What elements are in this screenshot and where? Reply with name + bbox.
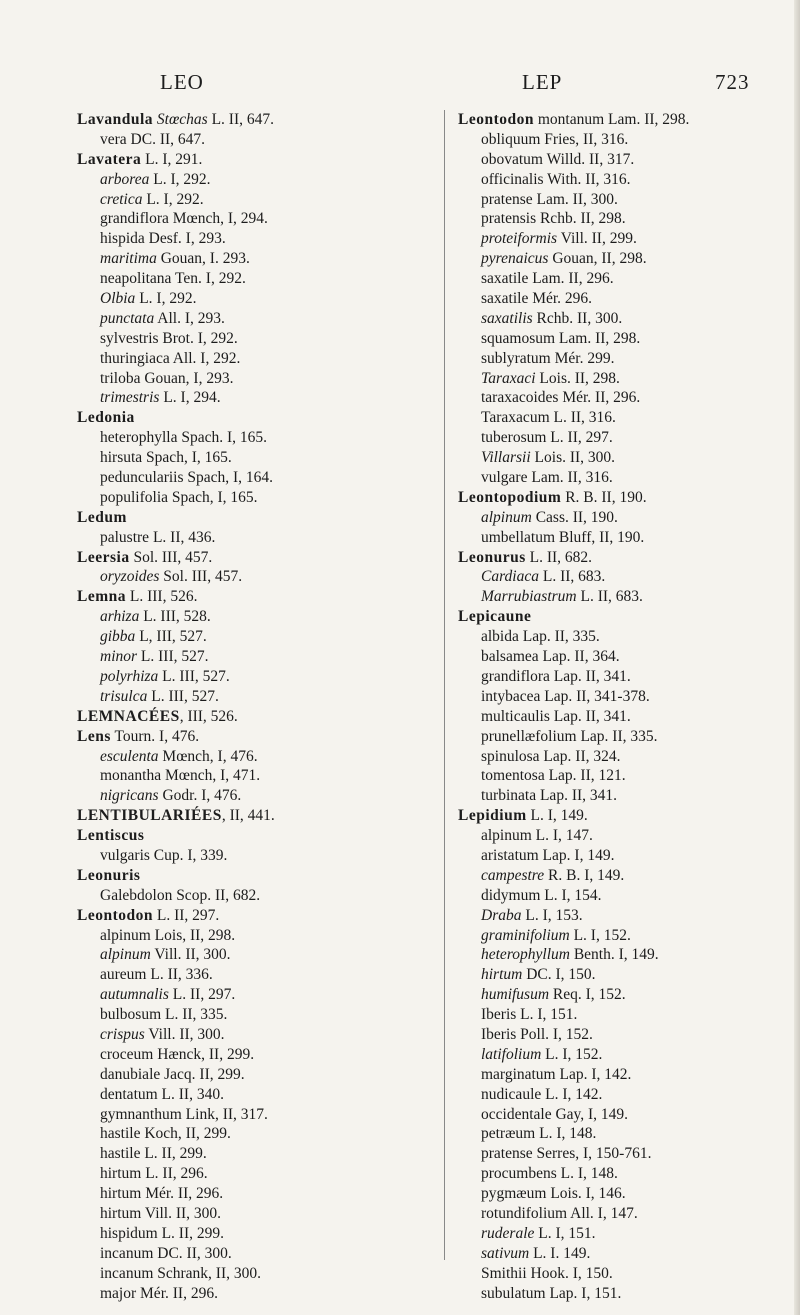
species-entry — [77, 747, 432, 767]
species-name: multicaulis Lap. II, 341. — [481, 707, 631, 725]
species-name: ruderale — [481, 1224, 535, 1242]
genus-entry — [77, 508, 432, 528]
species-entry — [77, 190, 432, 210]
genus-name: LEMNACÉES — [77, 707, 180, 725]
genus-entry — [77, 110, 432, 130]
species-name: gymnanthum Link, II, 317. — [100, 1105, 268, 1123]
species-name: balsamea Lap. II, 364. — [481, 648, 620, 666]
species-name: autumnalis — [100, 986, 169, 1004]
genus-name: Lavatera — [77, 150, 142, 168]
species-entry — [77, 1045, 432, 1065]
entry-reference: L. I, 151. — [538, 1224, 596, 1242]
page-edge-shadow — [794, 0, 800, 1315]
species-entry — [77, 945, 432, 965]
genus-name: Leontopodium — [458, 488, 562, 506]
species-name: palustre L. II, 436. — [100, 528, 216, 546]
species-entry — [458, 1164, 788, 1184]
species-entry — [458, 229, 788, 249]
species-entry — [77, 687, 432, 707]
species-entry — [458, 170, 788, 190]
species-name: dentatum L. II, 340. — [100, 1085, 224, 1103]
species-name: obovatum Willd. II, 317. — [481, 150, 635, 168]
species-entry — [458, 965, 788, 985]
species-entry — [458, 130, 788, 150]
entry-reference: L. II, 297. — [172, 986, 236, 1004]
index-column-left — [77, 110, 432, 1303]
species-name: vulgaris Cup. I, 339. — [100, 846, 228, 864]
species-entry — [458, 1124, 788, 1144]
entry-reference: L. I, 292. — [139, 290, 197, 308]
species-entry — [458, 408, 788, 428]
species-name: hirsuta Spach, I, 165. — [100, 449, 232, 467]
entry-reference: L. I. 149. — [533, 1244, 591, 1262]
entry-italic: Stœchas — [156, 111, 208, 128]
genus-name: Lepicaune — [458, 608, 532, 626]
species-entry — [458, 1105, 788, 1125]
entry-reference: L. III, 527. — [151, 687, 219, 705]
species-name: Villarsii — [481, 449, 531, 467]
genus-entry — [458, 488, 788, 508]
genus-entry — [458, 806, 788, 826]
species-name: monantha Mœnch, I, 471. — [100, 767, 261, 785]
entry-reference: Vill. II, 299. — [560, 230, 637, 248]
genus-name: Ledum — [77, 508, 127, 526]
species-entry — [458, 1284, 788, 1304]
genus-name: LENTIBULARIÉES — [77, 807, 222, 825]
species-entry — [458, 1204, 788, 1224]
species-entry — [458, 388, 788, 408]
species-name: proteiformis — [481, 230, 558, 248]
species-name: didymum L. I, 154. — [481, 886, 602, 904]
species-name: vera DC. II, 647. — [100, 130, 206, 148]
species-entry — [458, 985, 788, 1005]
species-entry — [458, 926, 788, 946]
species-name: hastile L. II, 299. — [100, 1145, 207, 1163]
entry-reference: L. I, 294. — [163, 389, 221, 407]
species-name: Iberis Poll. I, 152. — [481, 1025, 593, 1043]
species-name: humifusum — [481, 986, 550, 1004]
species-entry — [77, 1124, 432, 1144]
species-name: incanum Schrank, II, 300. — [100, 1264, 261, 1282]
species-entry — [458, 826, 788, 846]
genus-name: Leonuris — [77, 866, 141, 884]
species-name: sylvestris Brot. I, 292. — [100, 329, 238, 347]
species-name: oryzoides — [100, 568, 160, 586]
species-name: saxatile Mér. 296. — [481, 290, 593, 308]
genus-entry — [77, 826, 432, 846]
species-entry — [77, 468, 432, 488]
genus-entry — [77, 408, 432, 428]
entry-reference: , III, 526. — [179, 707, 238, 725]
species-name: tuberosum L. II, 297. — [481, 429, 613, 447]
species-name: obliquum Fries, II, 316. — [481, 130, 629, 148]
species-entry — [77, 1025, 432, 1045]
species-entry — [77, 667, 432, 687]
species-entry — [458, 1085, 788, 1105]
entry-reference: L. I, 152. — [573, 926, 631, 944]
species-name: Marrubiastrum — [481, 588, 577, 606]
header-right-guide-word: LEP — [522, 70, 563, 94]
species-name: vulgare Lam. II, 316. — [481, 469, 613, 487]
species-entry — [77, 1244, 432, 1264]
species-entry — [77, 567, 432, 587]
species-entry — [77, 448, 432, 468]
entry-reference: L. III, 528. — [143, 608, 211, 626]
species-entry — [458, 667, 788, 687]
species-entry — [77, 627, 432, 647]
species-entry — [77, 1184, 432, 1204]
species-name: latifolium — [481, 1045, 542, 1063]
species-entry — [77, 647, 432, 667]
header-left-guide-word: LEO — [160, 70, 204, 94]
genus-entry — [77, 866, 432, 886]
species-entry — [458, 687, 788, 707]
entry-reference: L. III, 527. — [162, 667, 230, 685]
genus-entry — [77, 806, 432, 826]
entry-reference: L. I, 149. — [530, 807, 588, 825]
species-entry — [77, 1264, 432, 1284]
species-name: Galebdolon Scop. II, 682. — [100, 886, 261, 904]
species-name: pratense Lam. II, 300. — [481, 190, 618, 208]
species-entry — [458, 349, 788, 369]
entry-reference: L. III, 527. — [140, 648, 209, 666]
entry-reference: L. II, 683. — [542, 568, 606, 586]
entry-reference: Cass. II, 190. — [535, 508, 618, 526]
species-name: sublyratum Mér. 299. — [481, 349, 615, 367]
entry-reference: R. B. I, 149. — [548, 866, 625, 884]
species-entry — [458, 269, 788, 289]
species-entry — [77, 1065, 432, 1085]
species-name: cretica — [100, 190, 143, 208]
species-entry — [77, 1284, 432, 1304]
entry-reference: Sol. III, 457. — [163, 568, 243, 586]
species-name: trimestris — [100, 389, 160, 407]
species-entry — [458, 289, 788, 309]
species-name: hirtum Mér. II, 296. — [100, 1185, 224, 1203]
species-entry — [77, 1085, 432, 1105]
species-name: Olbia — [100, 290, 136, 308]
genus-name: Ledonia — [77, 409, 135, 427]
species-entry — [77, 607, 432, 627]
genus-entry — [77, 150, 432, 170]
species-name: nudicaule L. I, 142. — [481, 1085, 603, 1103]
species-entry — [458, 846, 788, 866]
genus-name: Lentiscus — [77, 827, 145, 845]
entry-reference: Lois. II, 300. — [534, 449, 616, 467]
species-entry — [77, 1204, 432, 1224]
species-name: hispidum L. II, 299. — [100, 1224, 224, 1242]
species-name: taraxacoides Mér. II, 296. — [481, 389, 641, 407]
column-divider — [444, 110, 445, 1260]
entry-reference: , II, 441. — [221, 807, 275, 825]
species-name: arhiza — [100, 608, 140, 626]
species-entry — [77, 886, 432, 906]
entry-reference: Req. I, 152. — [552, 986, 626, 1004]
entry-reference: L, III, 527. — [139, 628, 207, 646]
entry-reference: L. I, 292. — [146, 190, 204, 208]
species-entry — [77, 1144, 432, 1164]
genus-name: Lavandula — [77, 111, 154, 128]
species-name: aureum L. II, 336. — [100, 966, 213, 984]
species-entry — [458, 1144, 788, 1164]
species-entry — [458, 567, 788, 587]
species-entry — [458, 309, 788, 329]
entry-reference: L. I, 291. — [145, 150, 203, 168]
species-name: graminifolium — [481, 926, 570, 944]
species-entry — [458, 786, 788, 806]
species-entry — [77, 528, 432, 548]
species-entry — [458, 428, 788, 448]
species-name: Draba — [481, 906, 522, 924]
species-name: Smithii Hook. I, 150. — [481, 1264, 613, 1282]
species-entry — [77, 369, 432, 389]
species-name: squamosum Lam. II, 298. — [481, 329, 641, 347]
species-name: Iberis L. I, 151. — [481, 1006, 578, 1024]
species-entry — [77, 1224, 432, 1244]
species-name: alpinum L. I, 147. — [481, 827, 593, 845]
species-entry — [458, 468, 788, 488]
entry-reference: Vill. II, 300. — [148, 1025, 225, 1043]
species-name: alpinum — [100, 946, 151, 964]
species-name: major Mér. II, 296. — [100, 1284, 218, 1302]
species-name: gibba — [100, 628, 136, 646]
species-name: saxatile Lam. II, 296. — [481, 270, 614, 288]
species-entry — [77, 329, 432, 349]
species-name: Taraxaci — [481, 369, 536, 387]
species-name: pygmæum Lois. I, 146. — [481, 1185, 626, 1203]
species-name: pratense Serres, I, 150-761. — [481, 1145, 652, 1163]
species-name: petræum L. I, 148. — [481, 1125, 597, 1143]
species-name: nigricans — [100, 787, 159, 805]
running-header — [0, 70, 800, 100]
genus-name: Lemna — [77, 588, 126, 606]
genus-entry — [458, 548, 788, 568]
genus-entry — [458, 110, 788, 130]
species-name: albida Lap. II, 335. — [481, 628, 600, 646]
species-name: umbellatum Bluff, II, 190. — [481, 528, 645, 546]
species-entry — [77, 786, 432, 806]
species-entry — [77, 269, 432, 289]
species-name: thuringiaca All. I, 292. — [100, 349, 241, 367]
species-name: hastile Koch, II, 299. — [100, 1125, 231, 1143]
entry-reference: Sol. III, 457. — [133, 548, 213, 566]
entry-reference: L. I, 292. — [153, 170, 211, 188]
species-entry — [458, 647, 788, 667]
species-entry — [77, 1005, 432, 1025]
species-name: procumbens L. I, 148. — [481, 1165, 618, 1183]
species-name: grandiflora Mœnch, I, 294. — [100, 210, 268, 228]
species-entry — [458, 190, 788, 210]
species-name: occidentale Gay, I, 149. — [481, 1105, 629, 1123]
species-name: bulbosum L. II, 335. — [100, 1006, 228, 1024]
species-entry — [458, 209, 788, 229]
species-name: trisulca — [100, 687, 148, 705]
species-name: danubiale Jacq. II, 299. — [100, 1065, 245, 1083]
entry-reference: L. II, 297. — [156, 906, 220, 924]
species-name: arborea — [100, 170, 150, 188]
species-name: campestre — [481, 866, 545, 884]
species-name: officinalis With. II, 316. — [481, 170, 631, 188]
species-entry — [458, 747, 788, 767]
species-entry — [458, 766, 788, 786]
species-name: maritima — [100, 250, 157, 268]
species-name: alpinum — [481, 508, 532, 526]
entry-reference: L. II, 683. — [580, 588, 643, 606]
species-entry — [77, 309, 432, 329]
genus-entry — [77, 906, 432, 926]
entry-reference: L. I, 153. — [525, 906, 583, 924]
species-entry — [77, 1164, 432, 1184]
genus-entry — [458, 607, 788, 627]
species-name: pratensis Rchb. II, 298. — [481, 210, 626, 228]
entry-reference: Lois. II, 298. — [539, 369, 620, 387]
species-entry — [458, 1065, 788, 1085]
species-name: aristatum Lap. I, 149. — [481, 846, 615, 864]
genus-entry — [77, 707, 432, 727]
species-entry — [458, 369, 788, 389]
species-name: croceum Hænck, II, 299. — [100, 1045, 255, 1063]
species-entry — [458, 587, 788, 607]
species-name: triloba Gouan, I, 293. — [100, 369, 234, 387]
genus-name: Leersia — [77, 548, 130, 566]
species-entry — [458, 528, 788, 548]
species-name: populifolia Spach, I, 165. — [100, 488, 258, 506]
species-name: prunellæfolium Lap. II, 335. — [481, 727, 658, 745]
species-entry — [458, 249, 788, 269]
species-entry — [77, 289, 432, 309]
species-entry — [458, 1025, 788, 1045]
species-name: hirtum Vill. II, 300. — [100, 1204, 222, 1222]
species-name: turbinata Lap. II, 341. — [481, 787, 618, 805]
species-name: polyrhiza — [100, 667, 159, 685]
entry-reference: DC. I, 150. — [526, 966, 596, 984]
species-name: punctata — [100, 309, 155, 327]
species-name: esculenta — [100, 747, 159, 765]
entry-reference: Vill. II, 300. — [154, 946, 231, 964]
genus-name: Leonurus — [458, 548, 526, 566]
species-entry — [458, 707, 788, 727]
entry-reference: L. II, 682. — [529, 548, 593, 566]
species-entry — [77, 1105, 432, 1125]
species-name: hispida Desf. I, 293. — [100, 230, 226, 248]
species-name: Cardiaca — [481, 568, 539, 586]
entry-reference: Godr. I, 476. — [162, 787, 242, 805]
entry-reference: All. I, 293. — [157, 309, 225, 327]
genus-entry — [77, 587, 432, 607]
genus-entry — [77, 727, 432, 747]
species-name: saxatilis — [481, 309, 533, 327]
species-name: rotundifolium All. I, 147. — [481, 1204, 638, 1222]
species-entry — [458, 945, 788, 965]
species-entry — [458, 627, 788, 647]
species-entry — [458, 1045, 788, 1065]
entry-reference: L. II, 647. — [211, 111, 274, 128]
genus-name: Leontodon — [77, 906, 153, 924]
entry-reference: Rchb. II, 300. — [536, 309, 623, 327]
page-number: 723 — [715, 70, 750, 94]
entry-reference: Benth. I, 149. — [573, 946, 659, 964]
genus-name: Lepidium — [458, 807, 527, 825]
species-entry — [77, 846, 432, 866]
entry-reference: Gouan, I. 293. — [160, 250, 250, 268]
species-name: Taraxacum L. II, 316. — [481, 409, 616, 427]
species-entry — [77, 209, 432, 229]
species-entry — [77, 388, 432, 408]
species-entry — [458, 329, 788, 349]
species-entry — [77, 229, 432, 249]
species-name: heterophyllum — [481, 946, 570, 964]
species-entry — [77, 249, 432, 269]
species-entry — [458, 1264, 788, 1284]
species-name: minor — [100, 648, 138, 666]
species-name: intybacea Lap. II, 341-378. — [481, 687, 650, 705]
entry-reference: L. I, 152. — [545, 1045, 603, 1063]
species-entry — [77, 170, 432, 190]
species-name: pyrenaicus — [481, 250, 549, 268]
species-entry — [458, 448, 788, 468]
species-entry — [458, 866, 788, 886]
species-name: hirtum — [481, 966, 523, 984]
species-entry — [77, 926, 432, 946]
species-name: grandiflora Lap. II, 341. — [481, 667, 631, 685]
species-entry — [458, 1244, 788, 1264]
genus-name: Leontodon — [458, 111, 534, 128]
genus-entry — [77, 548, 432, 568]
species-entry — [77, 428, 432, 448]
species-name: tomentosa Lap. II, 121. — [481, 767, 626, 785]
species-entry — [458, 727, 788, 747]
species-name: spinulosa Lap. II, 324. — [481, 747, 621, 765]
species-name: pedunculariis Spach, I, 164. — [100, 469, 274, 487]
species-entry — [458, 1224, 788, 1244]
species-entry — [458, 906, 788, 926]
entry-reference: Mœnch, I, 476. — [162, 747, 258, 765]
species-entry — [77, 985, 432, 1005]
species-entry — [458, 1184, 788, 1204]
species-name: sativum — [481, 1244, 530, 1262]
species-name: marginatum Lap. I, 142. — [481, 1065, 632, 1083]
entry-reference: montanum Lam. II, 298. — [537, 111, 690, 128]
entry-reference: R. B. II, 190. — [565, 488, 647, 506]
species-entry — [77, 349, 432, 369]
species-entry — [458, 150, 788, 170]
genus-name: Lens — [77, 727, 111, 745]
index-column-right — [458, 110, 788, 1303]
species-name: subulatum Lap. I, 151. — [481, 1284, 622, 1302]
species-name: neapolitana Ten. I, 292. — [100, 270, 246, 288]
species-name: heterophylla Spach. I, 165. — [100, 429, 268, 447]
entry-reference: Gouan, II, 298. — [552, 250, 647, 268]
species-entry — [77, 965, 432, 985]
species-name: incanum DC. II, 300. — [100, 1244, 232, 1262]
species-entry — [458, 508, 788, 528]
species-entry — [77, 130, 432, 150]
species-name: alpinum Lois, II, 298. — [100, 926, 236, 944]
species-name: hirtum L. II, 296. — [100, 1165, 208, 1183]
entry-reference: Tourn. I, 476. — [114, 727, 200, 745]
species-entry — [458, 886, 788, 906]
species-name: crispus — [100, 1025, 145, 1043]
entry-reference: L. III, 526. — [129, 588, 198, 606]
species-entry — [77, 766, 432, 786]
species-entry — [77, 488, 432, 508]
species-entry — [458, 1005, 788, 1025]
